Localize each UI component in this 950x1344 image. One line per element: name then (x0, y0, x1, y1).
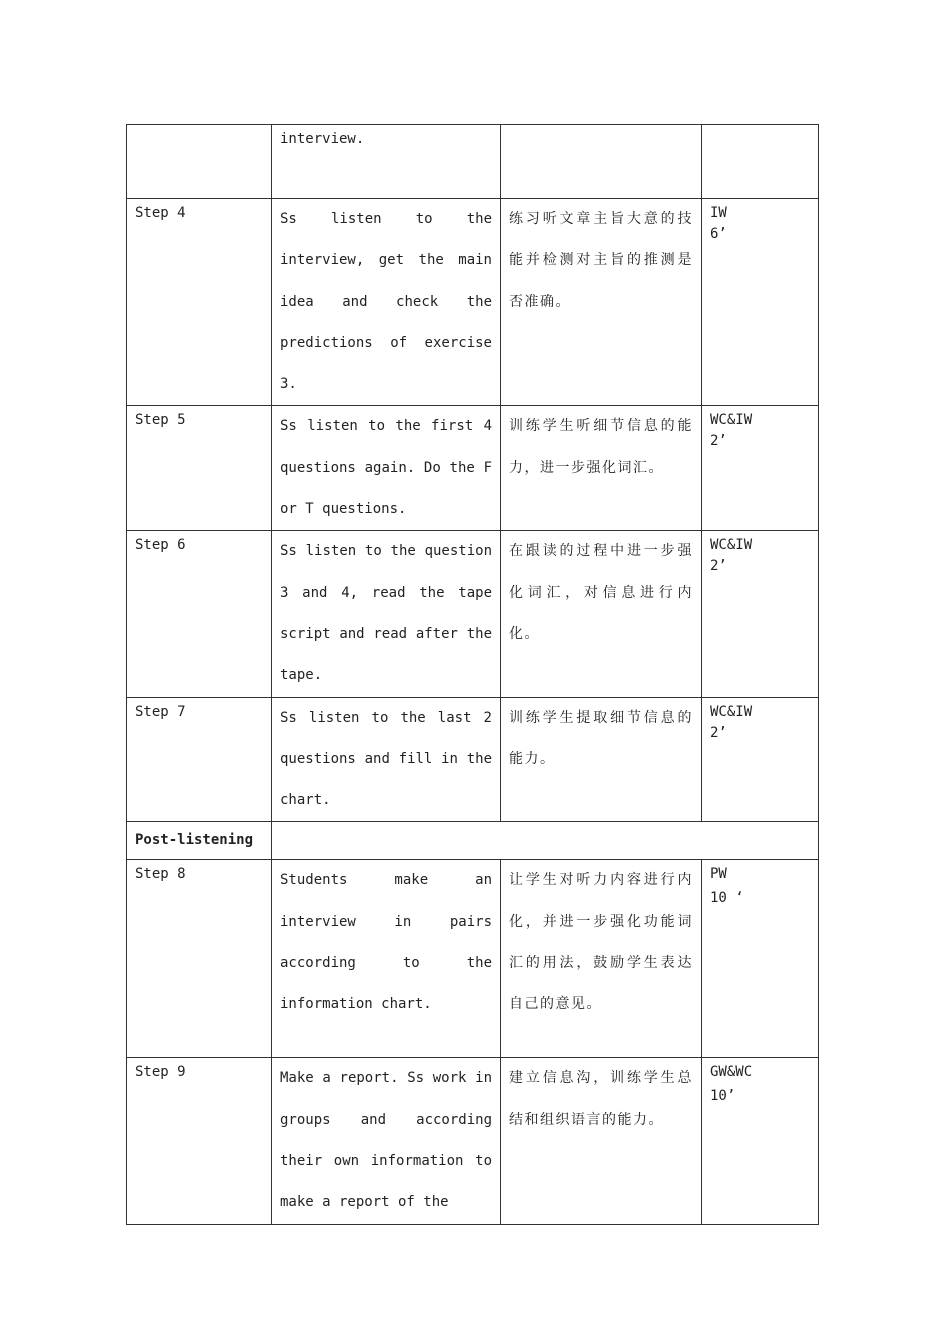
step-cell: Step 6 (127, 531, 272, 697)
stage-label: Post-listening (127, 822, 272, 860)
group-form: PW (710, 866, 727, 883)
group-form: WC&IW (710, 412, 753, 429)
time-allocation: 10’ (710, 1088, 736, 1105)
step-cell: Step 8 (127, 860, 272, 1058)
group-form: WC&IW (710, 703, 753, 720)
activity-cell: Ss listen to the last 2 questions and fill in the chart. (272, 697, 501, 822)
purpose-cell: 训练学生听细节信息的能力，进一步强化词汇。 (501, 406, 702, 531)
stage-row (127, 822, 819, 860)
step-cell: Step 4 (127, 199, 272, 406)
step-cell: Step 5 (127, 406, 272, 531)
purpose-cell: 练习听文章主旨大意的技能并检测对主旨的推测是否准确。 (501, 199, 702, 406)
step-cell: Step 9 (127, 1058, 272, 1224)
table-row (127, 860, 819, 1058)
table-row (127, 199, 819, 406)
purpose-cell: 让学生对听力内容进行内化，并进一步强化功能词汇的用法，鼓励学生表达自己的意见。 (501, 860, 702, 1058)
activity-cell: Make a report. Ss work in groups and according their own information to make a report of the (272, 1058, 501, 1224)
activity-cell: Ss listen to the question 3 and 4, read the tape script and read after the tape. (272, 531, 501, 697)
activity-cell: Ss listen to the interview, get the main idea and check the predictions of exercise 3. (272, 199, 501, 406)
form-cell (702, 1058, 819, 1224)
table-row (127, 1058, 819, 1224)
purpose-cell: 建立信息沟，训练学生总结和组织语言的能力。 (501, 1058, 702, 1224)
step-cell: Step 7 (127, 697, 272, 822)
activity-cell: Students make an interview in pairs according to the information chart. (272, 860, 501, 1058)
form-cell (702, 531, 819, 697)
purpose-cell: 训练学生提取细节信息的能力。 (501, 697, 702, 822)
form-cell (702, 406, 819, 531)
table-row (127, 125, 819, 199)
lesson-plan-table (126, 124, 819, 1225)
group-form: WC&IW (710, 537, 753, 554)
form-cell (702, 860, 819, 1058)
form-cell (702, 199, 819, 406)
form-cell (702, 125, 819, 199)
time-allocation: 10 ‘ (710, 890, 744, 907)
time-allocation: 2’ (710, 724, 727, 741)
time-allocation: 6’ (710, 226, 727, 242)
form-cell (702, 697, 819, 822)
step-cell (127, 125, 272, 199)
purpose-cell: 在跟读的过程中进一步强化词汇，对信息进行内化。 (501, 531, 702, 697)
activity-cell: interview. (272, 125, 501, 199)
stage-spacer (272, 822, 819, 860)
group-form: IW (710, 205, 727, 221)
time-allocation: 2’ (710, 433, 727, 450)
time-allocation: 2’ (710, 558, 727, 575)
group-form: GW&WC (710, 1064, 753, 1081)
purpose-cell (501, 125, 702, 199)
activity-cell: Ss listen to the first 4 questions again. Do the F or T questions. (272, 406, 501, 531)
table-row (127, 406, 819, 531)
table-row (127, 531, 819, 697)
table-row (127, 697, 819, 822)
